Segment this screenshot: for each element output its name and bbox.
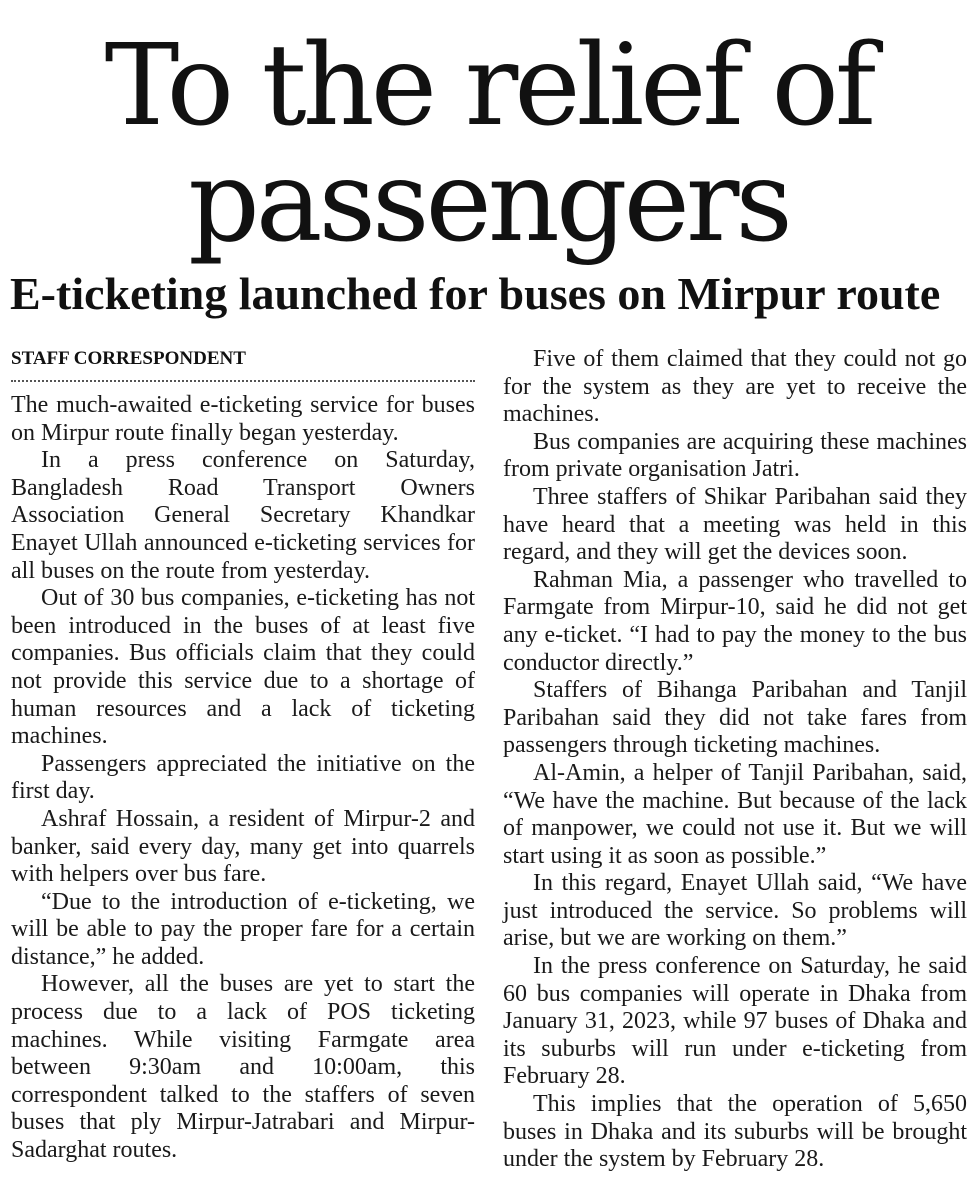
article-paragraph: Rahman Mia, a passenger who travelled to Farmgate from Mirpur-10, said he did not get any e-ticket. “I had to pay the money to the bus conductor directly.”: [503, 566, 967, 676]
article-paragraph: Al-Amin, a helper of Tanjil Paribahan, said, “We have the machine. But because of the lack of manpower, we could not use it. But we will start using it as soon as possible.”: [503, 759, 967, 869]
article-paragraph: However, all the buses are yet to start the process due to a lack of POS ticketing machines. While visiting Farmgate area between 9:30am and 10:00am, this correspondent talked to the staffers of seven buses that ply Mirpur-Jatrabari and Mirpur-Sadarghat routes.: [11, 971, 475, 1164]
article-paragraph: Passengers appreciated the initiative on the first day.: [11, 750, 475, 805]
article-paragraph: Ashraf Hossain, a resident of Mirpur-2 and banker, said every day, many get into quarrels with helpers over bus fare.: [11, 805, 475, 888]
subheadline: E-ticketing launched for buses on Mirpur route: [10, 268, 941, 319]
headline: To the relief of passengers: [104, 21, 873, 267]
article-paragraph: In a press conference on Saturday, Bangladesh Road Transport Owners Association General Secretary Khandkar Enayet Ullah announced e-ticketing services for all buses on the route from yesterday.: [11, 447, 475, 584]
article-column-left: [11, 346, 475, 1165]
article-paragraph: Bus companies are acquiring these machines from private organisation Jatri.: [503, 428, 967, 483]
article-paragraph: Out of 30 bus companies, e-ticketing has not been introduced in the buses of at least five companies. Bus officials claim that they could not provide this service due to a shortage of human resources and a lack of ticketing machines.: [11, 585, 475, 750]
article-paragraph: This implies that the operation of 5,650 buses in Dhaka and its suburbs will be brought under the system by February 28.: [503, 1091, 967, 1173]
article-column-right: [503, 346, 967, 1174]
article-paragraph: In this regard, Enayet Ullah said, “We have just introduced the service. So problems will arise, but we are working on them.”: [503, 870, 967, 952]
byline-divider: [11, 380, 475, 382]
byline: STAFF CORRESPONDENT: [11, 348, 246, 369]
article-paragraph: Five of them claimed that they could not go for the system as they are yet to receive the machines.: [503, 346, 967, 428]
article-paragraph: In the press conference on Saturday, he said 60 bus companies will operate in Dhaka from January 31, 2023, while 97 buses of Dhaka and its suburbs will run under e-ticketing from February 28.: [503, 953, 967, 1090]
article-paragraph: The much-awaited e-ticketing service for buses on Mirpur route finally began yesterday.: [11, 392, 475, 446]
article-paragraph: Staffers of Bihanga Paribahan and Tanjil Paribahan said they did not take fares from passengers through ticketing machines.: [503, 677, 967, 759]
article-paragraph: “Due to the introduction of e-ticketing, we will be able to pay the proper fare for a certain distance,” he added.: [11, 888, 475, 970]
article-paragraph: Three staffers of Shikar Paribahan said they have heard that a meeting was held in this regard, and they will get the devices soon.: [503, 483, 967, 566]
